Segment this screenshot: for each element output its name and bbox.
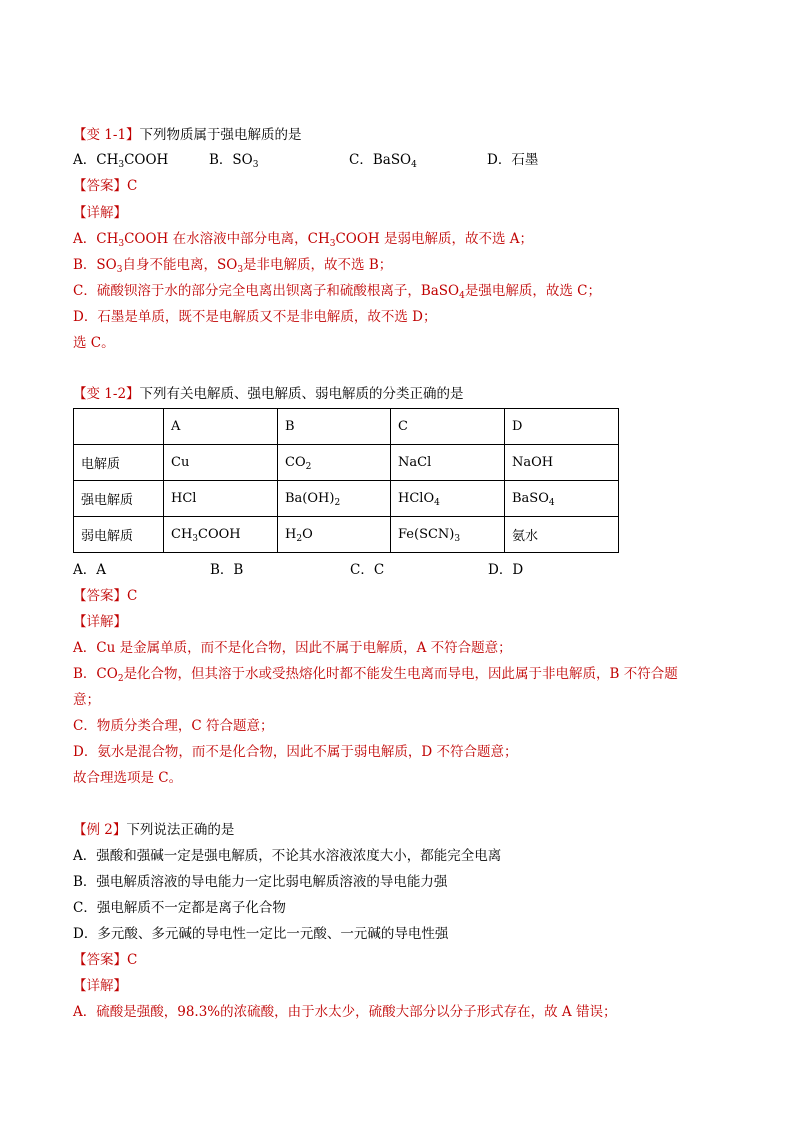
explanation-line: B．$SO_3$自身不能电离，$SO_3$是非电解质，故不选 B； — [73, 257, 393, 275]
option: D．D — [488, 562, 524, 578]
explanation-line: C．硫酸钡溶于水的部分完全电离出钡离子和硫酸根离子，BaSO$_4$是强电解质，故选 C； — [73, 283, 601, 301]
table-cell — [74, 409, 164, 445]
explanation-line: D．氨水是混合物，而不是化合物，因此不属于弱电解质，D 不符合题意； — [73, 744, 518, 760]
table-row — [74, 517, 619, 553]
question-stem: 【变 1-2】下列有关电解质、强电解质、弱电解质的分类正确的是 — [73, 386, 464, 402]
table-row — [74, 481, 619, 517]
table-cell: A — [164, 409, 278, 445]
question-stem: 【变 1-1】下列物质属于强电解质的是 — [73, 127, 302, 143]
table-cell: $CH_3COOH$ — [164, 517, 278, 553]
option: A．强酸和强碱一定是强电解质，不论其水溶液浓度大小，都能完全电离 — [73, 848, 502, 864]
table-header-row — [74, 409, 619, 445]
option: C．强电解质不一定都是离子化合物 — [73, 900, 286, 916]
table-cell: HCl — [164, 481, 278, 517]
answer-value: C — [127, 952, 138, 968]
option: A．$CH_3COOH$ — [73, 152, 169, 170]
conclusion-line: 故合理选项是 C。 — [73, 770, 183, 786]
table-cell: Cu — [164, 445, 278, 481]
table-cell: $CO_2$ — [278, 445, 391, 481]
table-cell: NaOH — [505, 445, 619, 481]
classification-table — [73, 408, 619, 553]
table-cell: B — [278, 409, 391, 445]
table-cell: $Fe(SCN)_3$ — [391, 517, 505, 553]
option: C．BaSO$_4$ — [349, 152, 417, 170]
table-cell: NaCl — [391, 445, 505, 481]
option: B．B — [210, 562, 244, 578]
table-cell: C — [391, 409, 505, 445]
option: B．强电解质溶液的导电能力一定比弱电解质溶液的导电能力强 — [73, 874, 448, 890]
options-row — [73, 561, 523, 579]
explanation-line: D．石墨是单质，既不是电解质又不是非电解质，故不选 D； — [73, 309, 437, 325]
table-cell: D — [505, 409, 619, 445]
option: A．A — [73, 562, 106, 578]
explanation-line: B．$CO_2$是化合物，但其溶于水或受热熔化时都不能发生电离而导电，因此属于非电解质，B 不符合题 — [73, 666, 678, 684]
table-row — [74, 445, 619, 481]
answer-line: 【答案】C — [73, 178, 138, 194]
explanation-line: A．Cu 是金属单质，而不是化合物，因此不属于电解质，A 不符合题意； — [73, 640, 512, 656]
conclusion-line: 选 C。 — [73, 335, 115, 351]
table-cell: $H_2O$ — [278, 517, 391, 553]
question-stem: 【例 2】下列说法正确的是 — [73, 822, 235, 838]
explanation-line: 意； — [73, 692, 100, 708]
explanation-line: C．物质分类合理，C 符合题意； — [73, 718, 274, 734]
detail-label: 【详解】 — [73, 978, 127, 994]
options-row — [73, 151, 538, 169]
table-cell: BaSO$_4$ — [505, 481, 619, 517]
option: D．多元酸、多元碱的导电性一定比一元酸、一元碱的导电性强 — [73, 926, 449, 942]
table-cell: 强电解质 — [74, 481, 164, 517]
answer-value: C — [127, 178, 138, 194]
table-cell: 电解质 — [74, 445, 164, 481]
question-tag: 变 1-2 — [86, 386, 127, 402]
detail-label: 【详解】 — [73, 205, 127, 221]
explanation-line: A．$CH_3COOH$ 在水溶液中部分电离，$CH_3COOH$ 是弱电解质，故不选 A； — [73, 231, 534, 249]
question-tag: 例 2 — [86, 822, 113, 838]
option: C．C — [350, 562, 385, 578]
answer-line: 【答案】C — [73, 588, 138, 604]
answer-value: C — [127, 588, 138, 604]
option: B．$SO_3$ — [209, 152, 259, 170]
table-cell: 弱电解质 — [74, 517, 164, 553]
detail-label: 【详解】 — [73, 614, 127, 630]
explanation-line: A．硫酸是强酸，98.3%的浓硫酸，由于水太少，硫酸大部分以分子形式存在，故 A 错误； — [73, 1004, 617, 1020]
table-cell: 氨水 — [505, 517, 619, 553]
table-cell: $Ba(OH)_2$ — [278, 481, 391, 517]
answer-line: 【答案】C — [73, 952, 138, 968]
question-tag: 变 1-1 — [86, 127, 127, 143]
table-cell: HClO$_4$ — [391, 481, 505, 517]
option: D．石墨 — [487, 152, 539, 168]
